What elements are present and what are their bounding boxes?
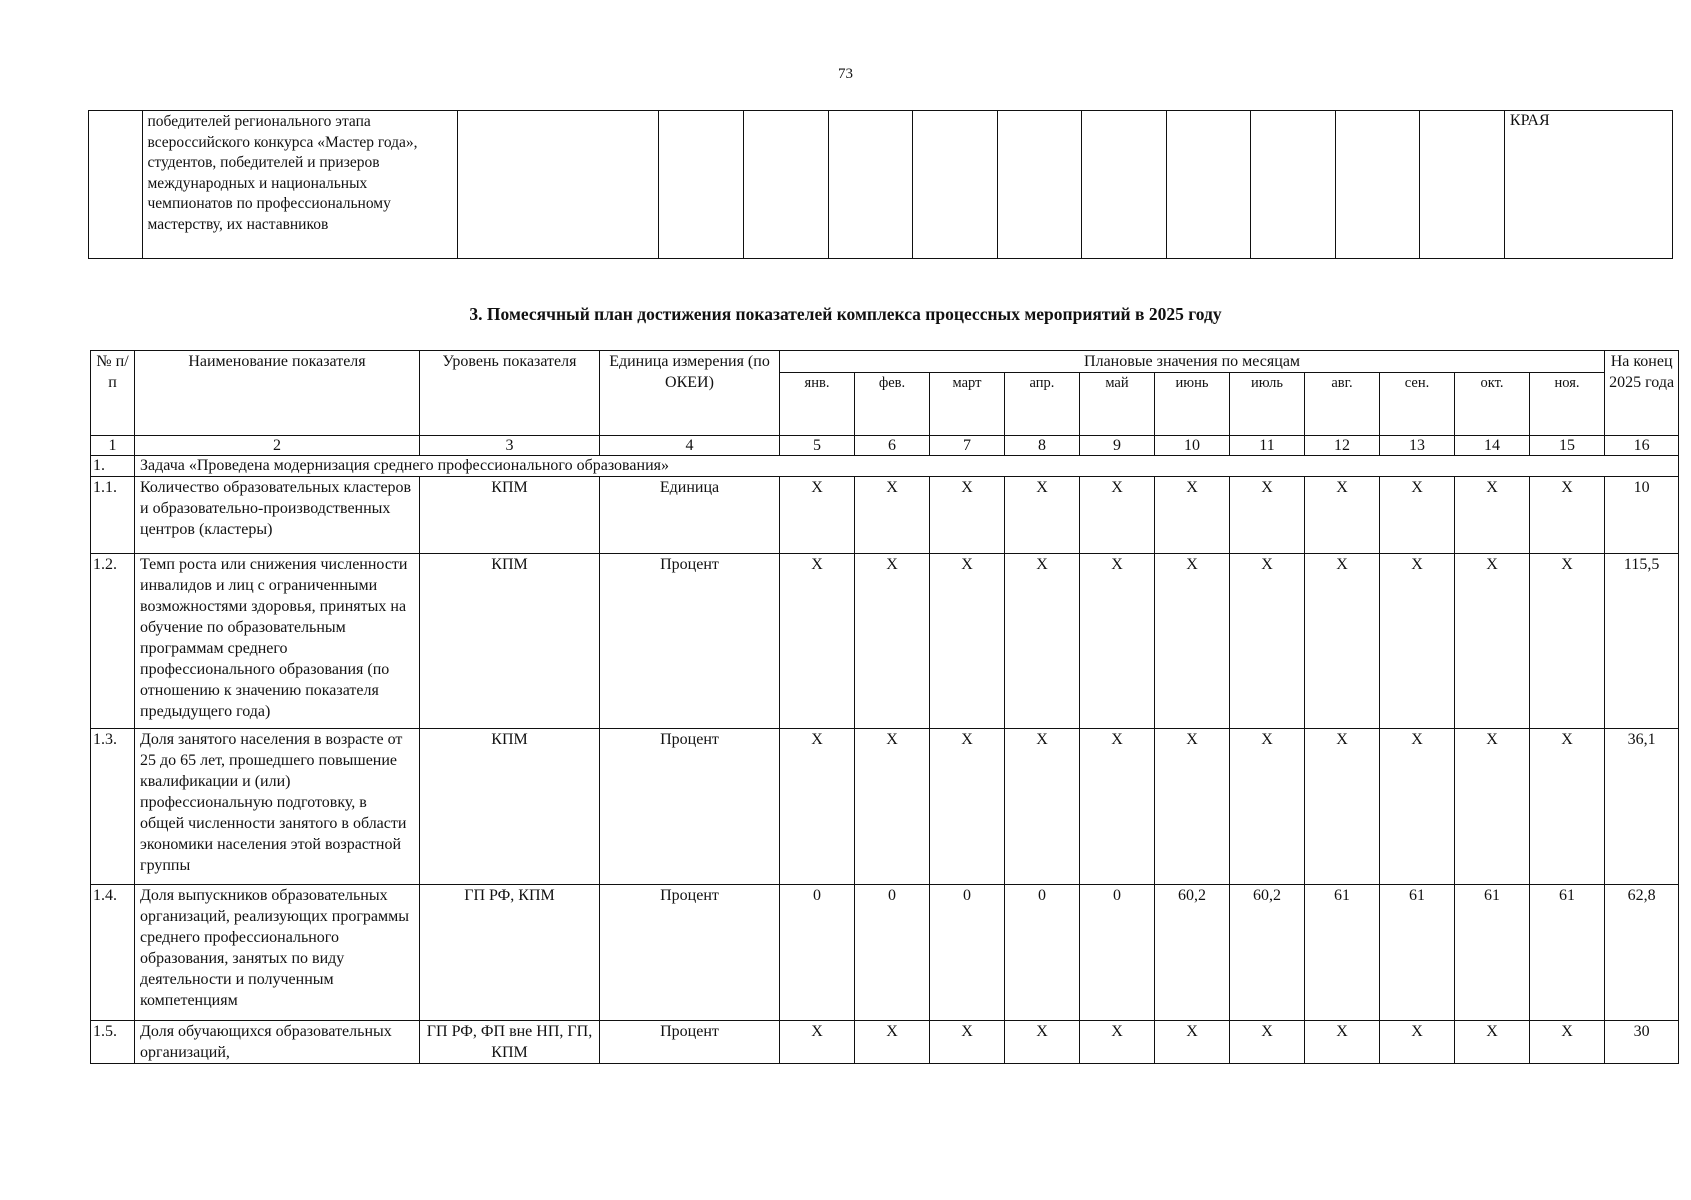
table-row — [91, 885, 1679, 1021]
month-value: X — [780, 1021, 855, 1064]
year-end-value: 36,1 — [1605, 729, 1679, 885]
indicator-level: ГП РФ, ФП вне НП, ГП, КПМ — [420, 1021, 600, 1064]
month-value: X — [1155, 729, 1230, 885]
cell-empty — [913, 111, 998, 259]
month-value: X — [1155, 477, 1230, 554]
row-number: 1.2. — [91, 554, 135, 729]
cell-empty — [743, 111, 828, 259]
month-value: X — [930, 1021, 1005, 1064]
month-value: X — [930, 477, 1005, 554]
cell-empty — [1082, 111, 1167, 259]
month-value: X — [1305, 1021, 1380, 1064]
row-number: 1.5. — [91, 1021, 135, 1064]
indicator-name: Доля выпускников образовательных организаций, реализующих программы среднего профессионального образования, занятых по виду деятельности и полученным компетенциям — [135, 885, 420, 1021]
indicator-level: ГП РФ, КПМ — [420, 885, 600, 1021]
month-value: X — [1530, 729, 1605, 885]
header-month: янв. — [780, 373, 855, 436]
column-numbers-row — [91, 436, 1679, 456]
header-month: фев. — [855, 373, 930, 436]
column-number: 3 — [420, 436, 600, 456]
month-value: X — [1155, 1021, 1230, 1064]
indicator-unit: Процент — [600, 885, 780, 1021]
indicator-level: КПМ — [420, 554, 600, 729]
month-value: 0 — [930, 885, 1005, 1021]
month-value: X — [1230, 477, 1305, 554]
month-value: X — [855, 729, 930, 885]
indicator-unit: Процент — [600, 729, 780, 885]
row-number: 1.4. — [91, 885, 135, 1021]
month-value: X — [1530, 477, 1605, 554]
month-value: X — [1380, 554, 1455, 729]
month-value: 61 — [1305, 885, 1380, 1021]
month-value: X — [1305, 729, 1380, 885]
header-month: апр. — [1005, 373, 1080, 436]
header-planned: Плановые значения по месяцам — [780, 351, 1605, 373]
cell-empty — [458, 111, 659, 259]
year-end-value: 30 — [1605, 1021, 1679, 1064]
month-value: X — [1080, 729, 1155, 885]
column-number: 8 — [1005, 436, 1080, 456]
indicator-unit: Процент — [600, 1021, 780, 1064]
month-value: X — [780, 477, 855, 554]
task-title: Задача «Проведена модернизация среднего профессионального образования» — [135, 456, 1679, 477]
month-value: 0 — [1080, 885, 1155, 1021]
month-value: 60,2 — [1230, 885, 1305, 1021]
header-month: март — [930, 373, 1005, 436]
month-value: X — [1080, 554, 1155, 729]
cell-empty — [89, 111, 143, 259]
indicator-level: КПМ — [420, 729, 600, 885]
month-value: X — [780, 554, 855, 729]
cell-empty — [997, 111, 1082, 259]
header-unit: Единица измерения (по ОКЕИ) — [600, 351, 780, 436]
header-no: № п/п — [91, 351, 135, 436]
monthly-plan-table — [90, 350, 1679, 1064]
indicator-unit: Единица — [600, 477, 780, 554]
month-value: X — [1230, 554, 1305, 729]
indicator-name: Темп роста или снижения численности инвалидов и лиц с ограниченными возможностями здоровья, принятых на обучение по образовательным программам среднего профессионального образования (по отношению к значению показателя предыдущего года) — [135, 554, 420, 729]
page-number: 73 — [838, 66, 853, 82]
month-value: X — [1455, 477, 1530, 554]
header-month: авг. — [1305, 373, 1380, 436]
indicator-name: Количество образовательных кластеров и образовательно-производственных центров (кластеры) — [135, 477, 420, 554]
continuation-table — [88, 110, 1673, 259]
month-value: X — [855, 477, 930, 554]
month-value: X — [1005, 477, 1080, 554]
cell-empty — [659, 111, 744, 259]
month-value: 0 — [855, 885, 930, 1021]
indicator-rows — [91, 477, 1679, 1064]
column-number: 9 — [1080, 436, 1155, 456]
table-row — [91, 729, 1679, 885]
column-number: 6 — [855, 436, 930, 456]
indicator-level: КПМ — [420, 477, 600, 554]
table-row — [91, 1021, 1679, 1064]
month-value: X — [1005, 1021, 1080, 1064]
column-number: 13 — [1380, 436, 1455, 456]
month-value: X — [1080, 1021, 1155, 1064]
month-value: X — [1380, 477, 1455, 554]
column-number: 11 — [1230, 436, 1305, 456]
month-value: 0 — [1005, 885, 1080, 1021]
column-number: 5 — [780, 436, 855, 456]
cell-empty — [1420, 111, 1505, 259]
month-value: X — [1380, 1021, 1455, 1064]
month-value: X — [1380, 729, 1455, 885]
task-row — [91, 456, 1679, 477]
month-value: X — [1155, 554, 1230, 729]
month-value: X — [930, 554, 1005, 729]
header-name: Наименование показателя — [135, 351, 420, 436]
indicator-name: Доля занятого населения в возрасте от 25 до 65 лет, прошедшего повышение квалификации и (или) профессиональную подготовку, в общей численности занятого в области экономики населения этой возрастной группы — [135, 729, 420, 885]
header-month: ноя. — [1530, 373, 1605, 436]
month-value: X — [1080, 477, 1155, 554]
column-number: 4 — [600, 436, 780, 456]
month-value: X — [1005, 729, 1080, 885]
header-row-1 — [91, 351, 1679, 373]
month-value: X — [1455, 729, 1530, 885]
cell-empty — [1335, 111, 1420, 259]
header-month: июнь — [1155, 373, 1230, 436]
column-number: 14 — [1455, 436, 1530, 456]
table-row — [91, 477, 1679, 554]
column-number: 16 — [1605, 436, 1679, 456]
table-row — [91, 554, 1679, 729]
month-value: X — [780, 729, 855, 885]
indicator-unit: Процент — [600, 554, 780, 729]
column-number: 2 — [135, 436, 420, 456]
month-value: X — [1005, 554, 1080, 729]
cell-empty — [828, 111, 913, 259]
region-cell: КРАЯ — [1504, 111, 1672, 259]
header-month: сен. — [1380, 373, 1455, 436]
year-end-value: 62,8 — [1605, 885, 1679, 1021]
month-value: X — [1530, 1021, 1605, 1064]
month-value: X — [855, 554, 930, 729]
cell-empty — [1251, 111, 1336, 259]
month-value: X — [1230, 1021, 1305, 1064]
column-number: 10 — [1155, 436, 1230, 456]
continuation-row — [89, 111, 1673, 259]
year-end-value: 10 — [1605, 477, 1679, 554]
month-value: X — [1455, 554, 1530, 729]
month-value: 61 — [1380, 885, 1455, 1021]
column-number: 12 — [1305, 436, 1380, 456]
header-level: Уровень показателя — [420, 351, 600, 436]
year-end-value: 115,5 — [1605, 554, 1679, 729]
section-title: 3. Помесячный план достижения показателей комплекса процессных мероприятий в 2025 году — [469, 304, 1222, 324]
cell-empty — [1166, 111, 1251, 259]
task-number: 1. — [91, 456, 135, 477]
month-value: 0 — [780, 885, 855, 1021]
column-number: 1 — [91, 436, 135, 456]
indicator-name: Доля обучающихся образовательных организаций, — [135, 1021, 420, 1064]
month-value: X — [1455, 1021, 1530, 1064]
row-number: 1.1. — [91, 477, 135, 554]
header-month: окт. — [1455, 373, 1530, 436]
month-value: 60,2 — [1155, 885, 1230, 1021]
month-value: X — [1530, 554, 1605, 729]
month-value: X — [1305, 477, 1380, 554]
column-number: 15 — [1530, 436, 1605, 456]
month-value: X — [930, 729, 1005, 885]
header-month: июль — [1230, 373, 1305, 436]
header-end: На конец 2025 года — [1605, 351, 1679, 436]
month-value: 61 — [1530, 885, 1605, 1021]
row-number: 1.3. — [91, 729, 135, 885]
header-month: май — [1080, 373, 1155, 436]
month-value: X — [1305, 554, 1380, 729]
month-value: X — [855, 1021, 930, 1064]
continuation-text: победителей регионального этапа всероссийского конкурса «Мастер года», студентов, победителей и призеров международных и национальных чемпионатов по профессиональному мастерству, их наставников — [142, 111, 458, 259]
column-number: 7 — [930, 436, 1005, 456]
month-value: 61 — [1455, 885, 1530, 1021]
month-value: X — [1230, 729, 1305, 885]
